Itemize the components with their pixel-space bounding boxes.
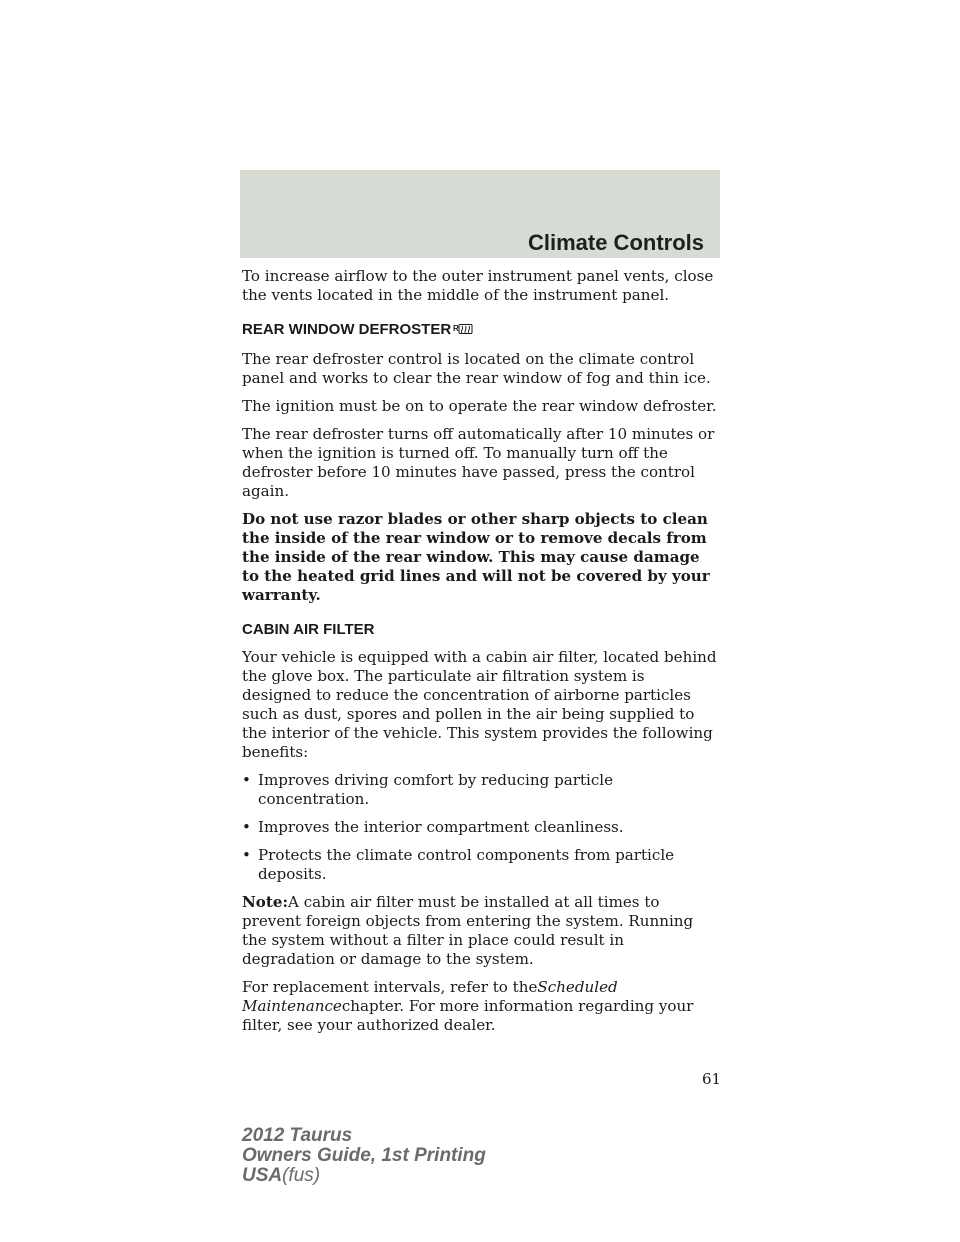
defroster-warning: Do not use razor blades or other sharp objects to clean the inside of the rear window or to remove decals from the inside of the rear window. This may cause damage to the heated grid lines and will not be covered by your warranty. — [242, 510, 710, 604]
list-item: • Improves driving comfort by reducing particle concentration. — [242, 771, 614, 808]
list-item: • Protects the climate control components from particle deposits. — [242, 846, 675, 883]
defroster-location-paragraph: The rear defroster control is located on the climate control panel and works to clear the rear window of fog and thin ice. — [242, 350, 711, 387]
defroster-ignition-paragraph: The ignition must be on to operate the rear window defroster. — [242, 397, 717, 415]
benefits-list — [242, 771, 718, 884]
section-title: Climate Controls — [527, 230, 704, 255]
defroster-auto-off-paragraph: The rear defroster turns off automatically after 10 minutes or when the ignition is turned off. To manually turn off the defroster before 10 minutes have passed, press the control again. — [242, 425, 715, 500]
footer-printing-info — [242, 1126, 486, 1186]
intro-paragraph: To increase airflow to the outer instrument panel vents, close the vents located in the middle of the instrument panel. — [242, 267, 714, 304]
footer-edition: Owners Guide, 1st Printing — [242, 1145, 486, 1166]
footer-model: 2012 Taurus — [242, 1125, 353, 1146]
scheduled-maintenance-reference: Scheduled Maintenance — [242, 978, 618, 1015]
section-header-band — [240, 170, 720, 258]
cabin-filter-heading: CABIN AIR FILTER — [242, 621, 375, 638]
page-number: 61 — [702, 1070, 722, 1088]
defroster-heading: REAR WINDOW DEFROSTER R — [242, 320, 718, 341]
rear-defrost-icon — [453, 322, 473, 341]
footer-market: USA(fus) — [242, 1165, 321, 1186]
list-item: • Improves the interior compartment cleanliness. — [242, 818, 624, 836]
replacement-paragraph: For replacement intervals, refer to theScheduled Maintenancechapter. For more information regarding your filter, see your authorized dealer. — [242, 978, 694, 1034]
cabin-filter-intro-paragraph: Your vehicle is equipped with a cabin air filter, located behind the glove box. The particulate air filtration system is designed to reduce the concentration of airborne particles such as dust, spores and pollen in the air being supplied to the interior of the vehicle. This system provides the following benefits: — [242, 648, 717, 761]
note-label: Note: — [242, 893, 289, 911]
svg-text:R: R — [453, 324, 459, 333]
page-content — [242, 267, 718, 1044]
note-paragraph: Note:A cabin air filter must be installed at all times to prevent foreign objects from entering the system. Running the system without a filter in place could result in degradation or damage to the system. — [242, 893, 694, 968]
